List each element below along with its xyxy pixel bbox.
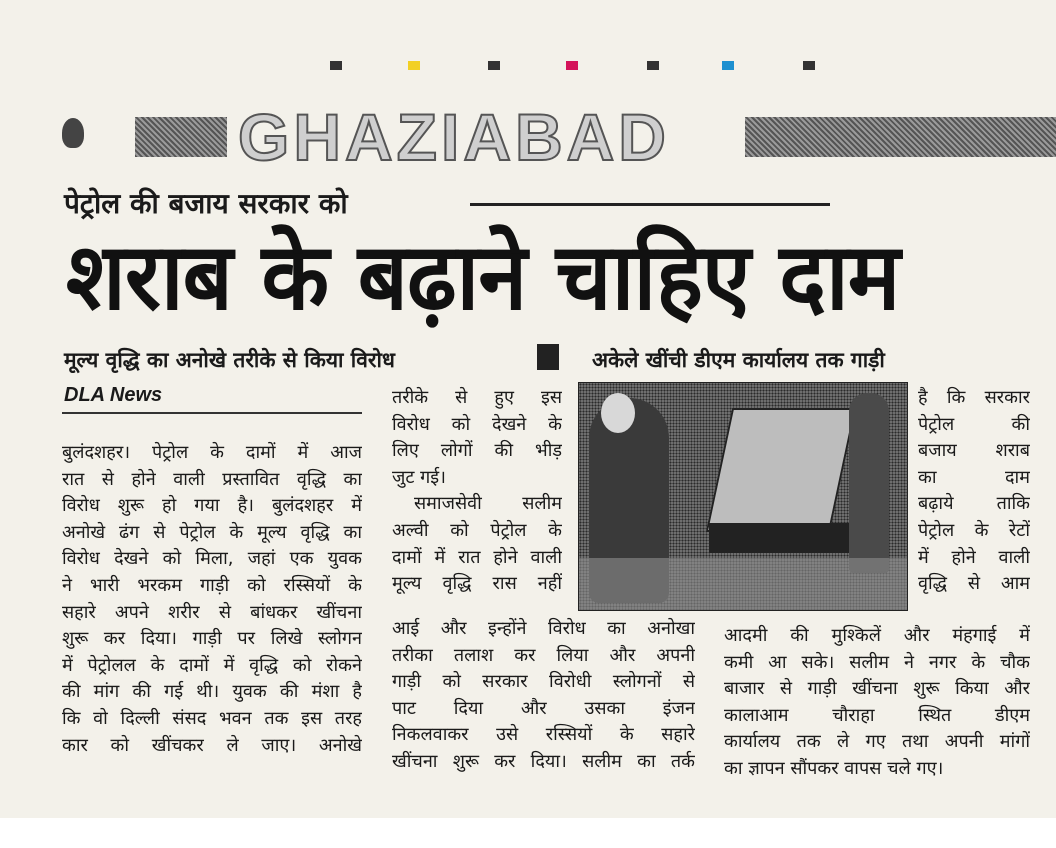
registration-mark (722, 61, 734, 70)
article-column-2 (392, 385, 562, 598)
text-line: कार्यालय तक ले गए तथा अपनी मांगों (724, 731, 1030, 753)
article-column-1 (62, 440, 362, 759)
text-line: में होने वाली (918, 546, 1030, 568)
text-line: कार को खींचकर ले जाए। अनोखे (62, 734, 362, 756)
photo-head (601, 393, 635, 433)
subhead-marker (537, 344, 559, 370)
text-line: तरीके से हुए इस (392, 387, 562, 408)
text-line: विरोध को देखने के (392, 413, 562, 435)
logo-icon (62, 118, 84, 148)
registration-mark (330, 61, 342, 70)
byline: DLA News (64, 384, 163, 406)
photo-car (706, 408, 856, 532)
text-line: विरोध देखने को मिला, जहां एक युवक (62, 548, 362, 570)
text-line: समाजसेवी सलीम (414, 493, 562, 515)
text-line: लिए लोगों की भीड़ (392, 440, 562, 462)
text-line: निकलवाकर उसे रस्सियों के सहारे (392, 724, 695, 746)
byline-rule (62, 412, 362, 414)
text-line: खींचना शुरू कर दिया। सलीम का तर्क (392, 750, 695, 772)
text-line: बुलंदशहर। पेट्रोल के दामों में आज (62, 442, 362, 463)
text-line: मूल्य वृद्धि रास नहीं (392, 573, 562, 595)
text-line: पाट दिया और उसका इंजन (392, 697, 695, 719)
banner-bar-right (745, 117, 1056, 157)
text-line: अल्वी को पेट्रोल के (392, 519, 562, 541)
banner-bar-left (135, 117, 227, 157)
text-line: वृद्धि से आम (918, 573, 1030, 595)
text-line: विरोध शुरू हो गया है। बुलंदशहर में (62, 495, 362, 517)
article-column-3-continued (724, 623, 1030, 783)
photo-car-bumper (709, 523, 849, 553)
text-line: दामों में रात होने वाली (392, 546, 562, 568)
text-line: की मांग की गई थी। युवक की मंशा है (62, 681, 362, 703)
text-line: कालाआम चौराहा स्थित डीएम (724, 704, 1030, 726)
photo-bystander (849, 393, 889, 573)
text-line: कि वो दिल्ली संसद भवन तक इस तरह (62, 707, 362, 729)
text-line: आई और इन्होंने विरोध का अनोखा (392, 618, 695, 639)
text-line: पेट्रोल के रेटों (918, 519, 1030, 541)
article-column-2-continued (392, 616, 695, 776)
text-line: शुरू कर दिया। गाड़ी पर लिखे स्लोगन (62, 628, 362, 650)
subhead-left: मूल्य वृद्धि का अनोखे तरीके से किया विरोध (64, 348, 395, 372)
photo-ground (579, 558, 907, 610)
text-line: गाड़ी को सरकार विरोधी स्लोगनों से (392, 671, 695, 693)
text-line: तरीका तलाश कर लिया और अपनी (392, 644, 695, 666)
news-photo (578, 382, 908, 611)
text-line: पेट्रोल की (918, 413, 1030, 435)
text-line: अनोखे ढंग से पेट्रोल के मूल्य वृद्धि का (62, 521, 362, 543)
text-line: का दाम (918, 466, 1030, 488)
text-line: जुट गई। (392, 466, 446, 488)
registration-mark (566, 61, 578, 70)
text-line: बाजार से गाड़ी खींचना शुरू किया और (724, 678, 1030, 700)
registration-mark (803, 61, 815, 70)
text-line: सहारे अपने शरीर से बांधकर खींचना (62, 601, 362, 623)
registration-mark (488, 61, 500, 70)
headline: शराब के बढ़ाने चाहिए दाम (66, 222, 900, 331)
registration-mark (408, 61, 420, 70)
article-column-3 (918, 385, 1030, 598)
subhead-right: अकेले खींची डीएम कार्यालय तक गाड़ी (592, 348, 885, 372)
text-line: आदमी की मुश्किलें और मंहगाई में (724, 625, 1030, 646)
kicker-rule (470, 203, 830, 206)
text-line: है कि सरकार (918, 387, 1030, 408)
text-line: बढ़ाये ताकि (918, 493, 1030, 515)
section-title: GHAZIABAD (238, 100, 670, 174)
text-line: में पेट्रोलल के दामों में वृद्धि को रोकने (62, 654, 362, 676)
text-line: कमी आ सके। सलीम ने नगर के चौक (724, 651, 1030, 673)
kicker: पेट्रोल की बजाय सरकार को (64, 187, 348, 220)
text-line: ने भारी भरकम गाड़ी को रस्सियों के (62, 574, 362, 596)
text-line: का ज्ञापन सौंपकर वापस चले गए। (724, 757, 944, 779)
text-line: बजाय शराब (918, 440, 1030, 462)
registration-mark (647, 61, 659, 70)
page-bottom-edge (0, 818, 1056, 848)
text-line: रात से होने वाली प्रस्तावित वृद्धि का (62, 468, 362, 490)
